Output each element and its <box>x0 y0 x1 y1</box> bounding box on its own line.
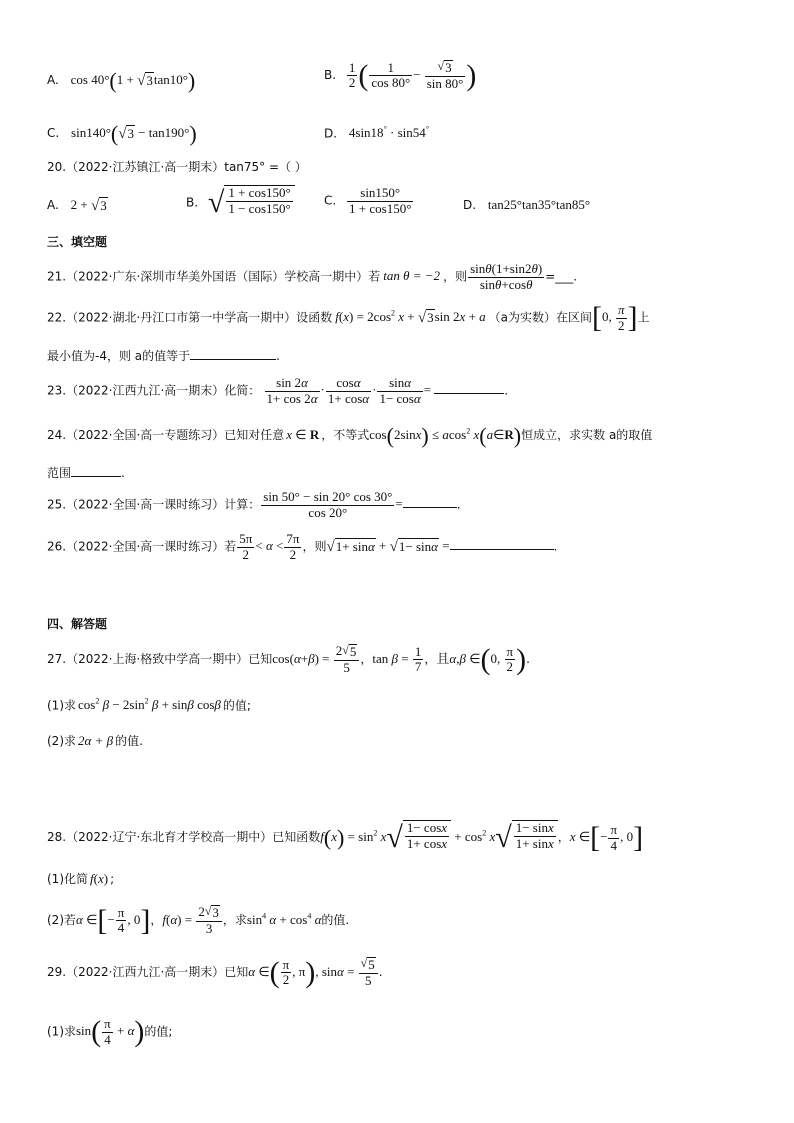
q20-option-a: A. 2 + √3 <box>47 197 107 215</box>
question-26: 26.（2022·全国·高一课时练习）若 $\frac{5\pi}{2}$ < α < $\frac{7\pi}{2}$ ，则√1+ sinα + √1− sinα = . <box>47 531 558 562</box>
question-28: 28.（2022·辽宁·东北育才学校高一期中）已知函数$f(x) = \sin^2 x√$ $\frac{1- \cos x}{1+ \cos x}$ + $\cos^2 x√$ $\frac{1- \sin x}{1+ \sin x}$ ，x ∈[− $\frac{\pi}{4}$ , 0] <box>47 820 644 854</box>
question-29-part1: (1)求sin( $\frac{\pi}{4}$ + α)的值; <box>47 1015 173 1049</box>
q20-option-b: B. √ $\frac{1 + \cos 150^\circ}{1 - \cos 150^\circ}$ <box>186 185 295 221</box>
question-25: 25.（2022·全国·高一课时练习）计算： $\frac{\sin 50^\circ - \sin 20^\circ \cos 30^\circ}{\cos 20^\circ}$ = . <box>47 489 461 520</box>
question-28-part2: (2)若α ∈[− $\frac{\pi}{4}$ , 0]，f(α) = $\frac{2√3}{3}$ ，求$\sin^4 \alpha + \cos^4 \alpha$的值. <box>47 903 350 937</box>
question-22: 22.（2022·湖北·丹江口市第一中学高一期中）设函数 $f(x) = 2\cos^2$ x + √3sin 2x + a （a为实数）在区间[0, $\frac{\pi}{2}$ ]上 <box>47 301 650 335</box>
q19-option-b: B. $\frac{1}{2}$ ( $\frac{1}{\cos 80^\circ}$ − $\frac{√3}{\sin 80^\circ}$ ) <box>324 58 477 92</box>
section-4-title: 四、解答题 <box>47 617 108 631</box>
q20-option-c: C. $\frac{\sin 150^\circ}{1 + \cos 150^\circ}$ <box>324 185 412 216</box>
question-29: 29.（2022·江西九江·高一期末）已知α ∈( $\frac{\pi}{2}$ , π), sinα = $\frac{√5}{5}$ . <box>47 955 383 989</box>
q19-option-c-expr: sin140°(√3 − tan190°) <box>71 121 197 146</box>
q20-option-d: D. tan25°tan35°tan85° <box>463 197 591 212</box>
question-23: 23.（2022·江西九江·高一期末）化简： $\frac{\sin 2\alpha}{1+ \cos 2\alpha}$ · $\frac{\cos\alpha}{1+ \cos\alpha}$ · $\frac{\sin\alpha}{1- \cos\alpha}$ = . <box>47 375 509 406</box>
question-21: 21.（2022·广东·深圳市华美外国语（国际）学校高一期中）若 tan θ = −2 ，则 $\frac{\sin\theta(1+\sin 2\theta)}{\sin\theta+\cos\theta}$ =___. <box>47 261 578 292</box>
q19-option-d-expr: 4sin18° · sin54° <box>348 125 429 141</box>
question-24-line2: 范围 . <box>47 466 125 480</box>
question-27-part2: (2)求 2α + β 的值. <box>47 733 143 748</box>
question-24: 24.（2022·全国·高一专题练习）已知对任意 x ∈ R ，不等式cos(2sinx) ≤ acos$^2$ x(a∈R)恒成立，求实数 a的取值 <box>47 423 653 448</box>
q20-stem: 20.（2022·江苏镇江·高一期末）tan75° =（ ） <box>47 160 307 174</box>
q19-option-a: A. cos 40°(1 + √3tan10°) <box>47 68 196 93</box>
question-27-part1: (1)求 $\cos^2 \beta - 2\sin^2$ β + sinβ cosβ 的值; <box>47 697 251 713</box>
q19-option-a-expr: cos 40°(1 + √3tan10°) <box>70 68 196 93</box>
question-22-line2: 最小值为-4，则 a的值等于 . <box>47 349 280 363</box>
question-28-part1: (1)化简 f(x) ; <box>47 871 115 886</box>
q19-option-d: D. 4sin18° · sin54° <box>324 125 429 141</box>
section-3-title: 三、填空题 <box>47 235 108 249</box>
q19-option-b-expr: $\frac{1}{2}$ ( $\frac{1}{\cos 80^\circ}$ − $\frac{√3}{\sin 80^\circ}$ ) <box>348 58 477 92</box>
question-27: 27.（2022·上海·格致中学高一期中）已知cos(α+β) = $\frac{2√5}{5}$ ，tan β = $\frac{1}{7}$ ，且α,β ∈(0, $\frac{\pi}{2}$ ). <box>47 642 530 676</box>
q19-option-c: C. sin140°(√3 − tan190°) <box>47 121 197 146</box>
